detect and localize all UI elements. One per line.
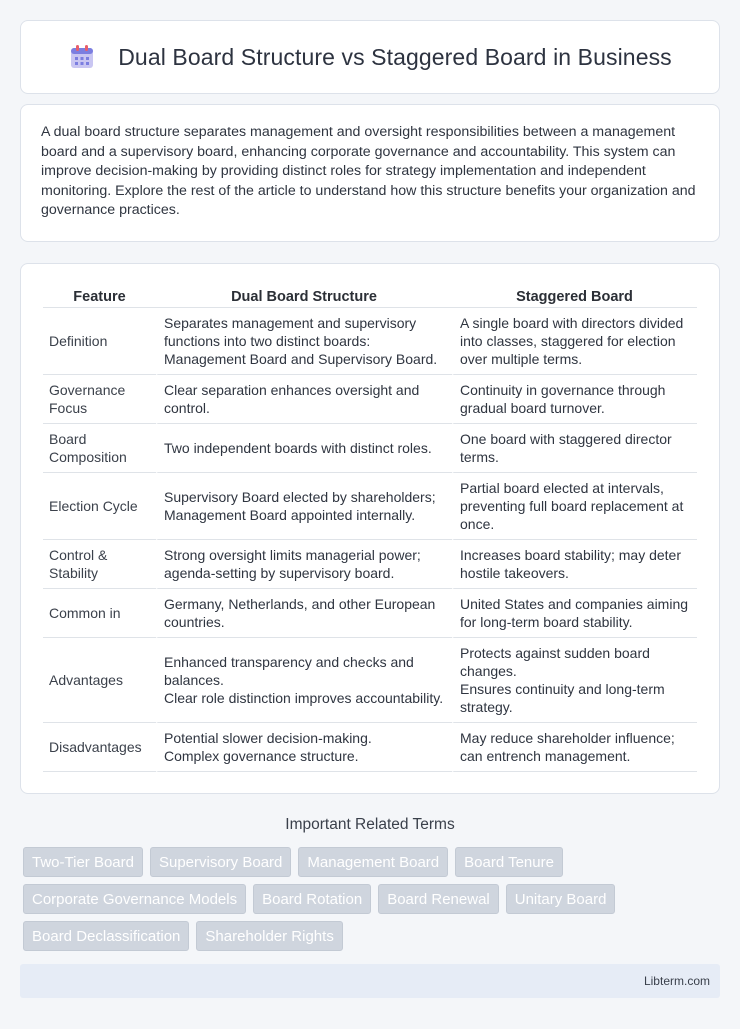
intro-card [20,104,720,242]
related-term-tag[interactable]: Board Rotation [253,884,371,914]
header-dual-board: Dual Board Structure [156,284,452,308]
staggered-board-cell: Protects against sudden board changes. Ensures continuity and long-term strategy. [452,638,697,723]
table-header-row [43,284,697,308]
comparison-table-card [20,263,720,794]
feature-cell: Board Composition [43,424,156,473]
related-term-tag[interactable]: Unitary Board [506,884,616,914]
table-row [43,540,697,589]
dual-board-cell: Clear separation enhances oversight and control. [156,375,452,424]
related-term-tag[interactable]: Two-Tier Board [23,847,143,877]
dual-board-cell: Two independent boards with distinct roles. [156,424,452,473]
tag-row [23,921,723,951]
staggered-board-cell: A single board with directors divided into classes, staggered for election over multiple terms. [452,308,697,375]
related-term-tag[interactable]: Board Renewal [378,884,499,914]
table-row [43,424,697,473]
related-term-tag[interactable]: Shareholder Rights [196,921,342,951]
intro-text: A dual board structure separates management and oversight responsibilities between a management board and a supervisory board, enhancing corporate governance and accountability. This system can improve decision-making by providing distinct roles for strategy implementation and independent monitoring. Explore the rest of the article to understand how this structure benefits your organization and governance practices. [41,124,696,219]
dual-board-cell: Strong oversight limits managerial power; agenda-setting by supervisory board. [156,540,452,589]
tag-row [23,847,723,877]
header-staggered-board: Staggered Board [452,284,697,308]
footer [20,964,720,998]
dual-board-cell: Supervisory Board elected by shareholders; Management Board appointed internally. [156,473,452,540]
table-row [43,723,697,772]
feature-cell: Governance Focus [43,375,156,424]
header-feature: Feature [43,284,156,308]
feature-cell: Definition [43,308,156,375]
table-row [43,473,697,540]
staggered-board-cell: United States and companies aiming for long-term board stability. [452,589,697,638]
related-term-tag[interactable]: Supervisory Board [150,847,291,877]
staggered-board-cell: One board with staggered director terms. [452,424,697,473]
table-row [43,589,697,638]
feature-cell: Advantages [43,638,156,723]
dual-board-cell: Germany, Netherlands, and other European countries. [156,589,452,638]
staggered-board-cell: May reduce shareholder influence; can entrench management. [452,723,697,772]
footer-site-link[interactable]: Libterm.com [643,974,710,988]
page-title: Dual Board Structure vs Staggered Board in Business [118,43,672,70]
related-terms-title: Important Related Terms [285,816,455,833]
table-row [43,638,697,723]
feature-cell: Disadvantages [43,723,156,772]
staggered-board-cell: Continuity in governance through gradual board turnover. [452,375,697,424]
dual-board-cell: Potential slower decision-making. Complex governance structure. [156,723,452,772]
tag-row [23,884,723,914]
staggered-board-cell: Partial board elected at intervals, preventing full board replacement at once. [452,473,697,540]
feature-cell: Common in [43,589,156,638]
related-term-tag[interactable]: Management Board [298,847,448,877]
feature-cell: Control & Stability [43,540,156,589]
dual-board-cell: Separates management and supervisory functions into two distinct boards: Management Board and Supervisory Board. [156,308,452,375]
related-term-tag[interactable]: Board Declassification [23,921,189,951]
dual-board-cell: Enhanced transparency and checks and balances. Clear role distinction improves accountability. [156,638,452,723]
staggered-board-cell: Increases board stability; may deter hostile takeovers. [452,540,697,589]
table-row [43,375,697,424]
related-terms-list [23,847,723,958]
feature-cell: Election Cycle [43,473,156,540]
related-term-tag[interactable]: Corporate Governance Models [23,884,246,914]
header-card [20,20,720,94]
calendar-icon [68,43,96,71]
table-row [43,308,697,375]
comparison-table [43,284,697,772]
related-term-tag[interactable]: Board Tenure [455,847,563,877]
